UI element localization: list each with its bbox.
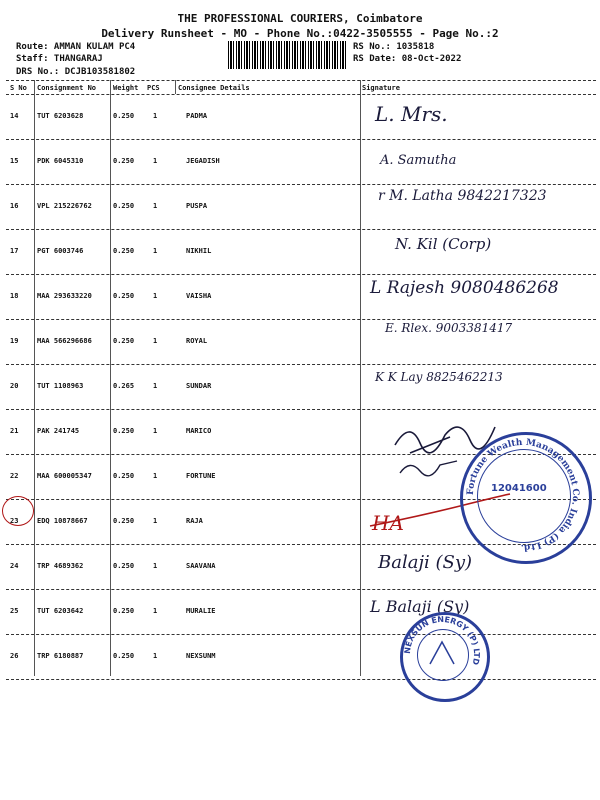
row-consignment-no: MAA 293633220: [37, 292, 92, 300]
column-divider: [175, 80, 176, 94]
row-sno: 20: [10, 382, 19, 390]
row-divider: [6, 364, 596, 365]
row-consignee: JEGADISH: [186, 157, 220, 165]
row-sno: 25: [10, 607, 19, 615]
row-pcs: 1: [153, 202, 158, 210]
row-consignee: ROYAL: [186, 337, 208, 345]
header-rule: [6, 94, 596, 95]
row-pcs: 1: [153, 652, 158, 660]
row-divider: [6, 229, 596, 230]
row-signature: K K Lay 8825462213: [375, 370, 503, 384]
row-divider: [6, 184, 596, 185]
row-divider: [6, 139, 596, 140]
table-row: [0, 321, 600, 366]
row-pcs: 1: [153, 112, 158, 120]
row-sno: 21: [10, 427, 19, 435]
top-rule: [6, 80, 596, 81]
row-pcs: 1: [153, 562, 158, 570]
row-sno: 24: [10, 562, 19, 570]
svg-text:NEXSUN ENERGY (P) LTD: NEXSUN ENERGY (P) LTD: [402, 614, 482, 666]
row-pcs: 1: [153, 472, 158, 480]
route-label: Route: AMMAN KULAM PC4: [16, 42, 136, 52]
row-divider: [6, 409, 596, 410]
row-consignment-no: EDQ 10878667: [37, 517, 88, 525]
table-row: [0, 186, 600, 231]
table-row: [0, 366, 600, 411]
row-consignment-no: TRP 4689362: [37, 562, 84, 570]
signature-scribble-marico: [390, 415, 500, 460]
row-signature: A. Samutha: [380, 153, 457, 168]
row-signature: L Rajesh 9080486268: [370, 278, 559, 298]
row-consignee: SUNDAR: [186, 382, 212, 390]
col-header-sno: S No: [10, 84, 27, 92]
col-header-consignment: Consignment No: [37, 84, 97, 92]
row-consignee: MARICO: [186, 427, 212, 435]
row-consignee: RAJA: [186, 517, 203, 525]
row-divider: [6, 274, 596, 275]
row-weight: 0.250: [113, 562, 135, 570]
row-consignment-no: PAK 241745: [37, 427, 80, 435]
row-signature: L Balaji (Sy): [370, 597, 470, 616]
row-consignee: MURALIE: [186, 607, 216, 615]
staff-label: Staff: THANGARAJ: [16, 54, 103, 64]
row-signature: L. Mrs.: [375, 102, 448, 126]
row-sno: 18: [10, 292, 19, 300]
rs-date: RS Date: 08-Oct-2022: [353, 54, 462, 64]
row-weight: 0.250: [113, 427, 135, 435]
table-row: [0, 276, 600, 321]
row-pcs: 1: [153, 517, 158, 525]
row-signature: r M. Latha 9842217323: [378, 188, 547, 204]
rs-number: RS No.: 1035818: [353, 42, 435, 52]
row-pcs: 1: [153, 292, 158, 300]
table-row: [0, 231, 600, 276]
row-divider: [6, 319, 596, 320]
document-subtitle: Delivery Runsheet - MO - Phone No.:0422-3505555 - Page No.:2: [101, 27, 499, 40]
row-weight: 0.250: [113, 607, 135, 615]
row-pcs: 1: [153, 157, 158, 165]
col-header-signature: Signature: [362, 84, 400, 92]
row-pcs: 1: [153, 382, 158, 390]
row-consignee: VAISHA: [186, 292, 212, 300]
row-consignment-no: PDK 6045310: [37, 157, 84, 165]
row-weight: 0.250: [113, 517, 135, 525]
row-consignment-no: TUT 6203628: [37, 112, 84, 120]
row-sno: 23: [10, 517, 19, 525]
row-sno: 17: [10, 247, 19, 255]
table-row: [0, 96, 600, 141]
signature-scribble-fortune: [395, 455, 465, 480]
row-weight: 0.250: [113, 472, 135, 480]
row-weight: 0.250: [113, 112, 135, 120]
row-signature: Balaji (Sy): [378, 552, 473, 573]
row-weight: 0.250: [113, 202, 135, 210]
row-weight: 0.250: [113, 292, 135, 300]
row-sno: 19: [10, 337, 19, 345]
row-consignment-no: TUT 6203642: [37, 607, 84, 615]
row-weight: 0.250: [113, 247, 135, 255]
row-pcs: 1: [153, 607, 158, 615]
col-header-pcs: PCS: [147, 84, 160, 92]
barcode-image: [228, 41, 346, 69]
row-consignee: FORTUNE: [186, 472, 216, 480]
table-row: [0, 591, 600, 636]
row-sno: 14: [10, 112, 19, 120]
row-divider: [6, 589, 596, 590]
table-row: [0, 141, 600, 186]
svg-text:Fortune Wealth Management Co.: Fortune Wealth Management Co. India (P) Ltd.: [465, 437, 581, 553]
row-signature: HA: [372, 511, 404, 535]
document-title: THE PROFESSIONAL COURIERS, Coimbatore: [177, 12, 423, 25]
col-header-weight: Weight: [113, 84, 139, 92]
row-consignment-no: PGT 6003746: [37, 247, 84, 255]
row-weight: 0.250: [113, 157, 135, 165]
row-consignee: PADMA: [186, 112, 208, 120]
table-row: [0, 636, 600, 681]
row-weight: 0.265: [113, 382, 135, 390]
row-pcs: 1: [153, 427, 158, 435]
row-consignee: NIKHIL: [186, 247, 212, 255]
row-signature: E. Rlex. 9003381417: [385, 321, 513, 335]
row-sno: 26: [10, 652, 19, 660]
row-consignment-no: TUT 1108963: [37, 382, 84, 390]
row-consignee: NEXSUNM: [186, 652, 216, 660]
row-signature: N. Kil (Corp): [395, 235, 492, 253]
row-divider: [6, 679, 596, 680]
row-consignee: SAAVANA: [186, 562, 216, 570]
row-consignment-no: VPL 215226762: [37, 202, 92, 210]
row-consignee: PUSPA: [186, 202, 208, 210]
row-divider: [6, 634, 596, 635]
nexsun-stamp: [400, 612, 490, 702]
row-weight: 0.250: [113, 337, 135, 345]
col-header-consignee: Consignee Details: [178, 84, 250, 92]
row-pcs: 1: [153, 247, 158, 255]
row-pcs: 1: [153, 337, 158, 345]
red-circle-mark: [2, 496, 34, 526]
row-consignment-no: MAA 566296686: [37, 337, 92, 345]
row-sno: 15: [10, 157, 19, 165]
drs-number: DRS No.: DCJB103581802: [16, 67, 136, 77]
stamp-code: 12041600: [491, 483, 547, 494]
row-sno: 16: [10, 202, 19, 210]
row-sno: 22: [10, 472, 19, 480]
row-consignment-no: MAA 600005347: [37, 472, 92, 480]
row-consignment-no: TRP 6180887: [37, 652, 84, 660]
row-weight: 0.250: [113, 652, 135, 660]
